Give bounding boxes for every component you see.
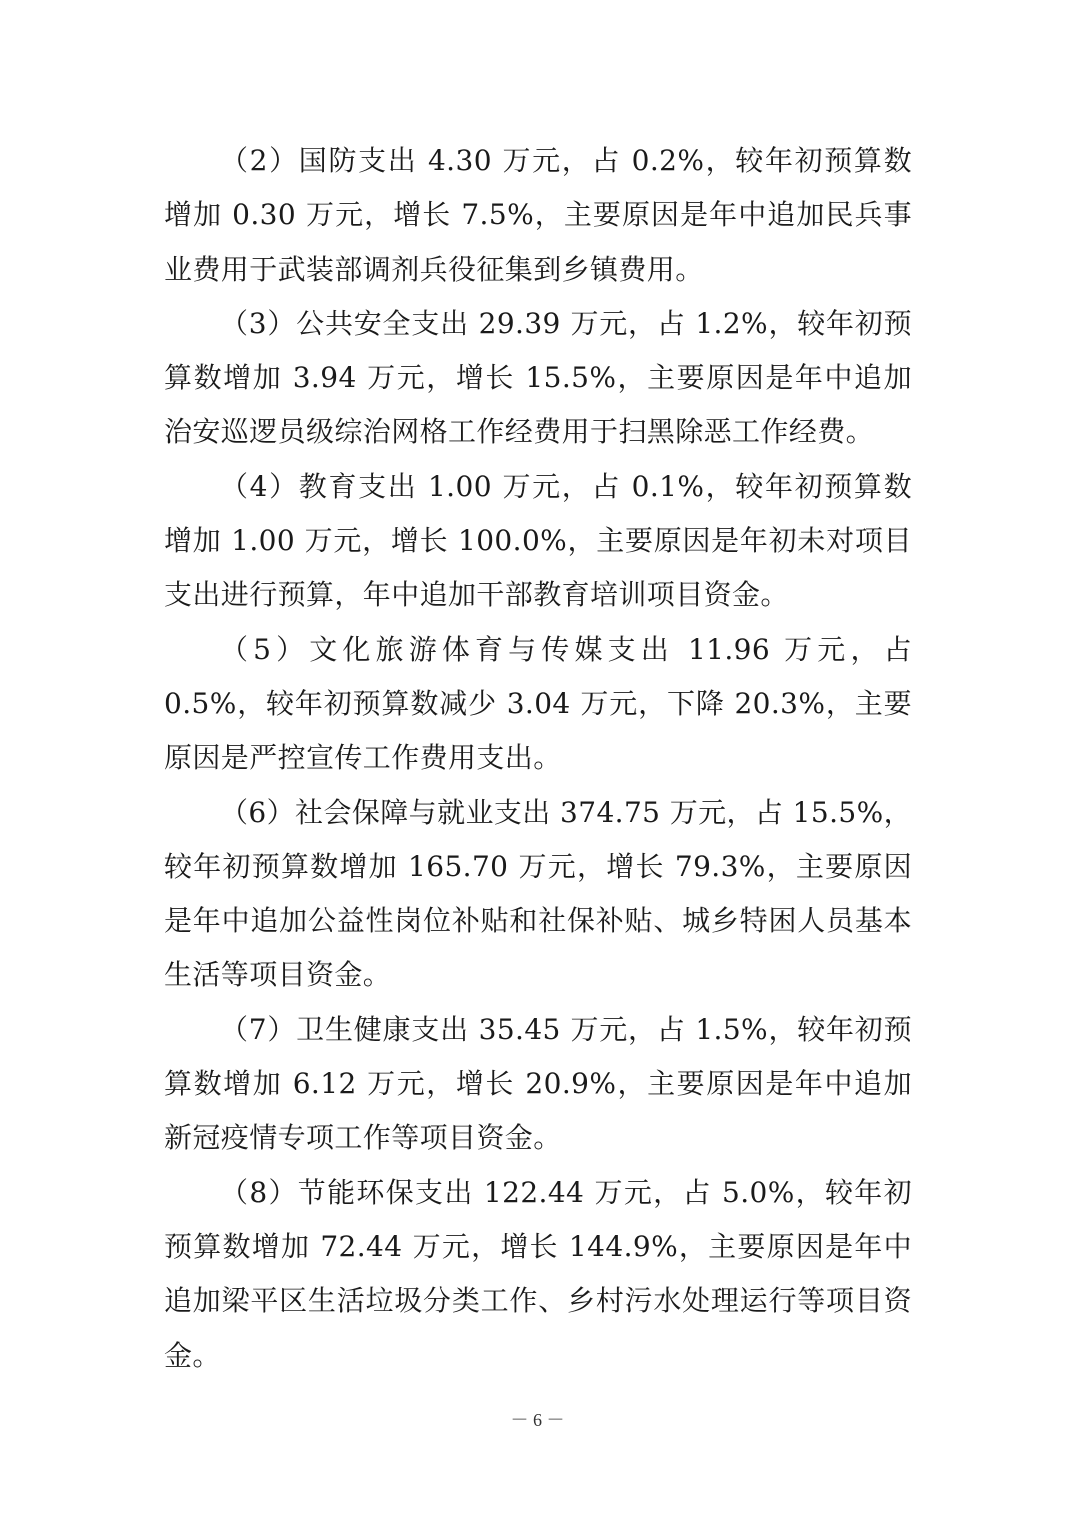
paragraph-defense-expenditure: （2）国防支出 4.30 万元，占 0.2%，较年初预算数增加 0.30 万元，增长 7.5%，主要原因是年中追加民兵事业费用于武装部调剂兵役征集到乡镇费用。 [164, 144, 912, 286]
paragraph-health-expenditure: （7）卫生健康支出 35.45 万元，占 1.5%，较年初预算数增加 6.12 万元，增长 20.9%，主要原因是年中追加新冠疫情专项工作等项目资金。 [164, 1012, 912, 1155]
paragraph-environmental-expenditure: （8）节能环保支出 122.44 万元，占 5.0%，较年初预算数增加 72.44 万元，增长 144.9%，主要原因是年中追加梁平区生活垃圾分类工作、乡村污水处理运行等项目资金。 [164, 1175, 912, 1372]
paragraph-culture-tourism-expenditure: （5）文化旅游体育与传媒支出 11.96 万元，占 0.5%，较年初预算数减少 3.04 万元，下降 20.3%，主要原因是严控宣传工作费用支出。 [164, 632, 912, 775]
paragraph-public-security-expenditure: （3）公共安全支出 29.39 万元，占 1.2%，较年初预算数增加 3.94 万元，增长 15.5%，主要原因是年中追加治安巡逻员级综治网格工作经费用于扫黑除恶工作经费。 [164, 306, 912, 449]
paragraph-social-security-expenditure: （6）社会保障与就业支出 374.75 万元，占 15.5%，较年初预算数增加 165.70 万元，增长 79.3%，主要原因是年中追加公益性岗位补贴和社保补贴、城乡特困人员基本生活等项目资金。 [164, 795, 912, 992]
page-number: － 6 － [510, 1410, 565, 1430]
body-text [164, 134, 912, 1383]
paragraph-education-expenditure: （4）教育支出 1.00 万元，占 0.1%，较年初预算数增加 1.00 万元，增长 100.0%，主要原因是年初未对项目支出进行预算，年中追加干部教育培训项目资金。 [164, 469, 912, 612]
